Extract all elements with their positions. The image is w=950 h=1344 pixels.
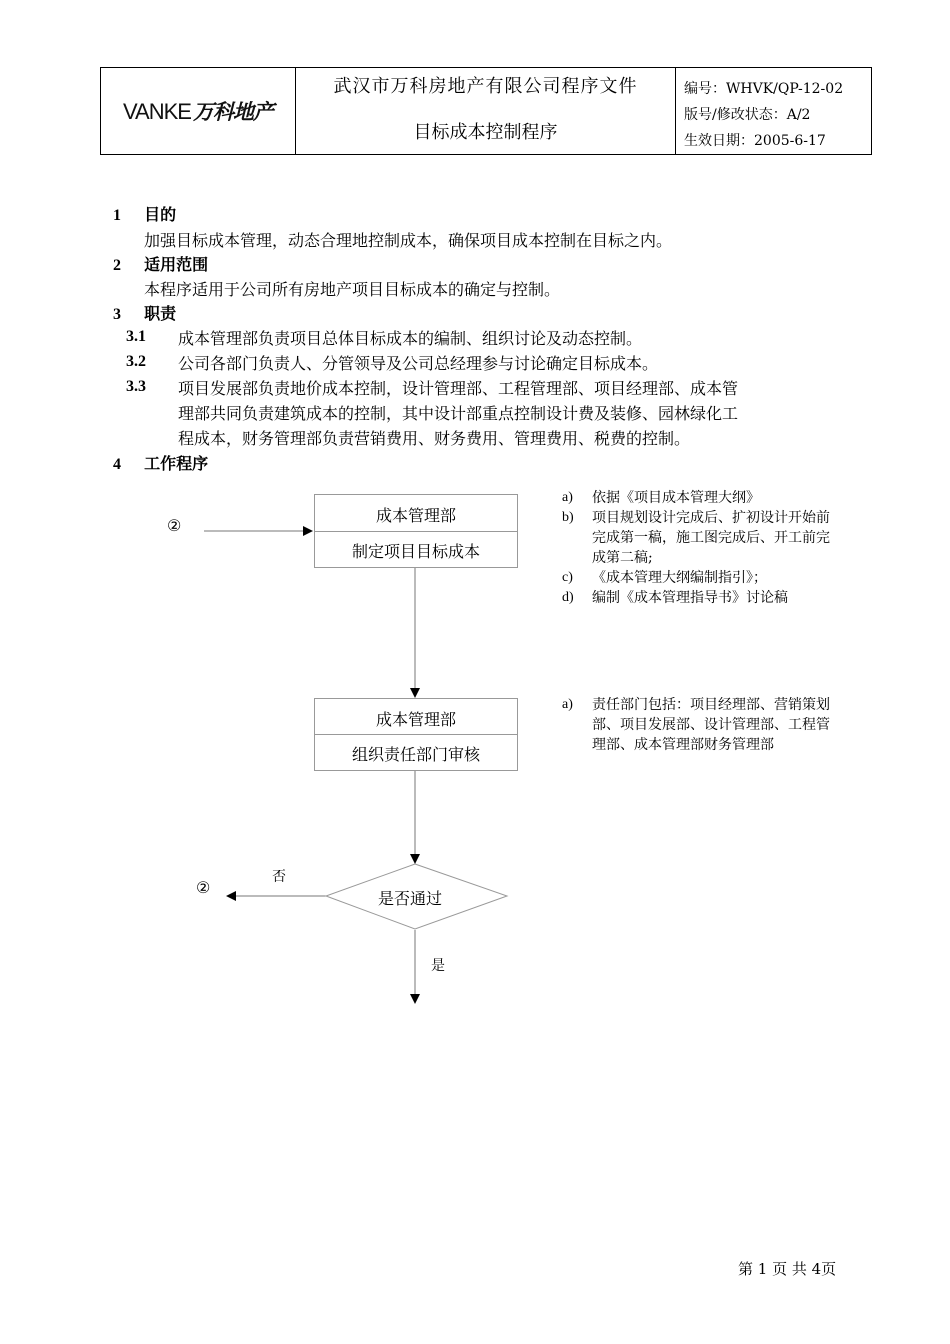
flow-box-task: 制定项目目标成本 [351, 542, 480, 561]
note-label: a) [562, 490, 573, 505]
section-number: 3 [113, 306, 121, 323]
flow-box-divider [315, 531, 517, 532]
note-label: b) [562, 510, 574, 525]
arrowhead-down [410, 688, 420, 698]
document-code: 编号：WHVK/QP-12-02 [684, 81, 844, 97]
flow-box-department-review [314, 698, 518, 771]
section-number: 1 [113, 207, 121, 224]
flow-box-department: 成本管理部 [375, 506, 456, 525]
note-item [562, 695, 834, 755]
logo-cjk-text: 万科地产 [192, 100, 273, 124]
flow-notes-2 [562, 695, 834, 755]
title-cell [296, 68, 676, 154]
section-3-3-line-2: 理部共同负责建筑成本的控制，其中设计部重点控制设计费及装修、园林绿化工 [178, 404, 739, 423]
note-label: a) [562, 697, 573, 712]
section-3-1 [126, 326, 643, 348]
decision-yes-label: 是 [431, 958, 445, 974]
document-title: 目标成本控制程序 [413, 122, 558, 143]
section-3-2 [126, 351, 659, 373]
decision-label: 是否通过 [378, 889, 443, 908]
subsection-text: 成本管理部负责项目总体目标成本的编制、组织讨论及动态控制。 [178, 329, 643, 348]
note-text: 《成本管理大纲编制指引》； [592, 570, 767, 586]
document-version: 版号/修改状态：A/2 [684, 107, 811, 123]
subsection-text: 公司各部门负责人、分管领导及公司总经理参与讨论确定目标成本。 [178, 354, 659, 373]
note-label: d) [562, 590, 574, 605]
section-title: 职责 [144, 304, 177, 323]
section-3-3 [126, 376, 146, 396]
decision-no-label: 否 [272, 869, 286, 885]
flow-box-task: 组织责任部门审核 [351, 745, 480, 764]
arrowhead-down [410, 994, 420, 1004]
note-item [562, 488, 834, 508]
subsection-number: 3.1 [126, 328, 146, 345]
meta-cell [676, 68, 871, 154]
arrowhead-left [226, 891, 236, 901]
logo-cell [101, 68, 296, 154]
flow-box-department: 成本管理部 [375, 710, 456, 729]
section-1-heading [113, 202, 176, 225]
section-3-3-line-1: 项目发展部负责地价成本控制，设计管理部、工程管理部、项目经理部、成本管 [178, 379, 739, 398]
vanke-logo [123, 96, 273, 126]
note-text: 项目规划设计完成后、扩初设计开始前完成第一稿，施工图完成后、开工前完成第二稿; [592, 510, 830, 566]
connector-ref-in: ② [167, 516, 182, 535]
logo-latin-text: VANKE [123, 99, 191, 124]
section-4-heading [113, 451, 208, 474]
note-item [562, 508, 834, 568]
section-1-text: 加强目标成本管理，动态合理地控制成本，确保项目成本控制在目标之内。 [144, 231, 673, 250]
section-title: 工作程序 [144, 454, 209, 473]
section-3-3-line-3: 程成本，财务管理部负责营销费用、财务费用、管理费用、税费的控制。 [178, 429, 691, 448]
section-number: 4 [113, 456, 121, 473]
connector-ref-out: ② [196, 878, 211, 897]
arrowhead-down [410, 854, 420, 864]
flow-box-draft-target-cost [314, 494, 518, 568]
section-title: 目的 [144, 205, 177, 224]
note-text: 责任部门包括：项目经理部、营销策划部、项目发展部、设计管理部、工程管理部、成本管理部财务管理部 [592, 697, 830, 753]
subsection-number: 3.2 [126, 353, 146, 370]
page-number: 第 1 页 共 4页 [738, 1260, 837, 1278]
document-header [100, 67, 872, 155]
arrowhead-right [303, 526, 313, 536]
section-2-heading [113, 252, 208, 275]
section-title: 适用范围 [144, 255, 209, 274]
section-number: 2 [113, 257, 121, 274]
effective-date: 生效日期：2005-6-17 [684, 133, 826, 149]
flow-notes-1 [562, 488, 834, 608]
section-3-heading [113, 301, 176, 324]
note-label: c) [562, 570, 573, 585]
section-2-text: 本程序适用于公司所有房地产项目目标成本的确定与控制。 [144, 280, 561, 299]
flow-box-divider [315, 734, 517, 735]
subsection-number: 3.3 [126, 378, 146, 395]
note-text: 依据《项目成本管理大纲》 [592, 490, 760, 506]
note-item [562, 568, 834, 588]
note-item [562, 588, 834, 608]
note-text: 编制《成本管理指导书》讨论稿 [592, 590, 788, 606]
company-name: 武汉市万科房地产有限公司程序文件 [333, 76, 638, 97]
